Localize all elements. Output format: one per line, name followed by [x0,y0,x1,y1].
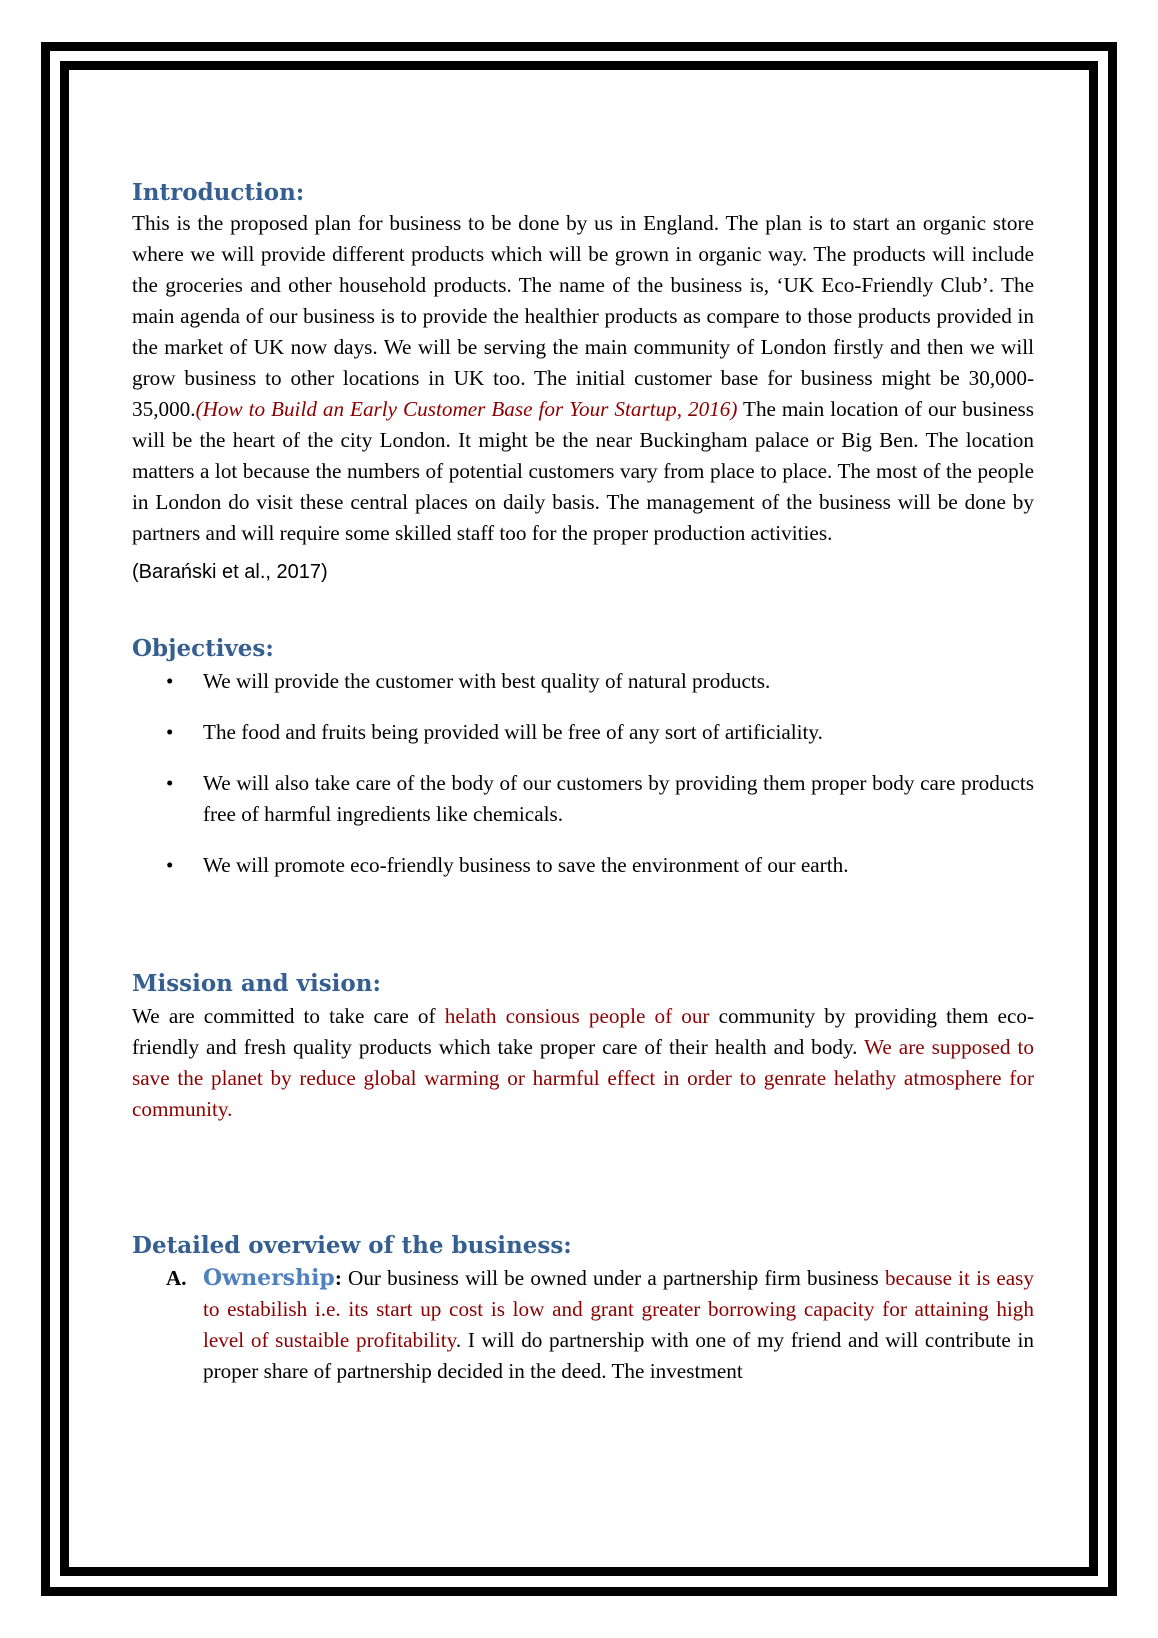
introduction-citation: (Barański et al., 2017) [132,561,328,583]
mission-paragraph: We are committed to take care of helath consious people of our community by providing them eco-friendly and fresh quality products which take proper care of their health and body. We are supposed to save the planet by reduce global warming or harmful effect in order to genrate helathy atmosphere for community. [132,1004,1035,1121]
introduction-section [132,178,1034,587]
mission-section [132,969,1034,1125]
list-item: • We will also take care of the body of our customers by providing them proper body care products free of harmful ingredients like chemicals. [132,768,1034,830]
mission-heading: Mission and vision: [132,970,381,997]
mission-highlight-2: We are supposed to save the planet by reduce global warming or harmful effect in order to genrate helathy atmosphere for community. [132,1035,1034,1121]
bullet-icon: • [166,669,174,693]
introduction-inline-citation: (How to Build an Early Customer Base for Your Startup, 2016) [195,397,738,421]
list-item: • We will provide the customer with best quality of natural products. [132,666,1034,697]
bullet-icon: • [166,720,174,744]
introduction-text-2: The main location of our business will be the heart of the city London. It might be the near Buckingham palace or Big Ben. The location matters a lot because the numbers of potential customers vary from place to place. The most of the people in London do visit these central places on daily basis. The management of the business will be done by partners and will require some skilled staff too for the proper production activities. [132,397,1034,545]
objectives-section [132,634,1034,881]
ownership-item: A. Ownership: Our business will be owned under a partnership firm business because it is easy to estabilish i.e. its start up cost is low and grant greater borrowing capacity for attaining high level of sustaible profitability. I will do partnership with one of my friend and will contribute in proper share of partnership decided in the deed. The investment [166,1265,1034,1383]
item-letter: A. [166,1266,187,1290]
list-item: • The food and fruits being provided will be free of any sort of artificiality. [132,717,1034,748]
objectives-heading: Objectives: [132,635,274,662]
mission-highlight-1: helath consious people of our [444,1004,710,1028]
overview-section [132,1231,1034,1387]
ownership-highlight: because it is easy to estabilish i.e. its start up cost is low and grant greater borrowing capacity for attaining high level of sustaible profitability [203,1266,1034,1352]
introduction-paragraph [132,208,1034,549]
introduction-text-1: This is the proposed plan for business to be done by us in England. The plan is to start an organic store where we will provide different products which will be grown in organic way. The products will include the groceries and other household products. The name of the business is, ‘UK Eco-Friendly Club’. The main agenda of our business is to provide the healthier products as compare to those products provided in the market of UK now days. We will be serving the main community of London firstly and then we will grow business to other locations in UK too. The initial customer base for business might be 30,000-35,000. [132,211,1034,421]
bullet-icon: • [166,771,174,795]
document-body [132,178,1034,1387]
objectives-list [132,666,1034,881]
ownership-label: Ownership [203,1265,335,1291]
list-item: • We will promote eco-friendly business to save the environment of our earth. [132,850,1034,881]
introduction-heading: Introduction: [132,179,305,206]
overview-heading: Detailed overview of the business: [132,1232,572,1259]
bullet-icon: • [166,853,174,877]
